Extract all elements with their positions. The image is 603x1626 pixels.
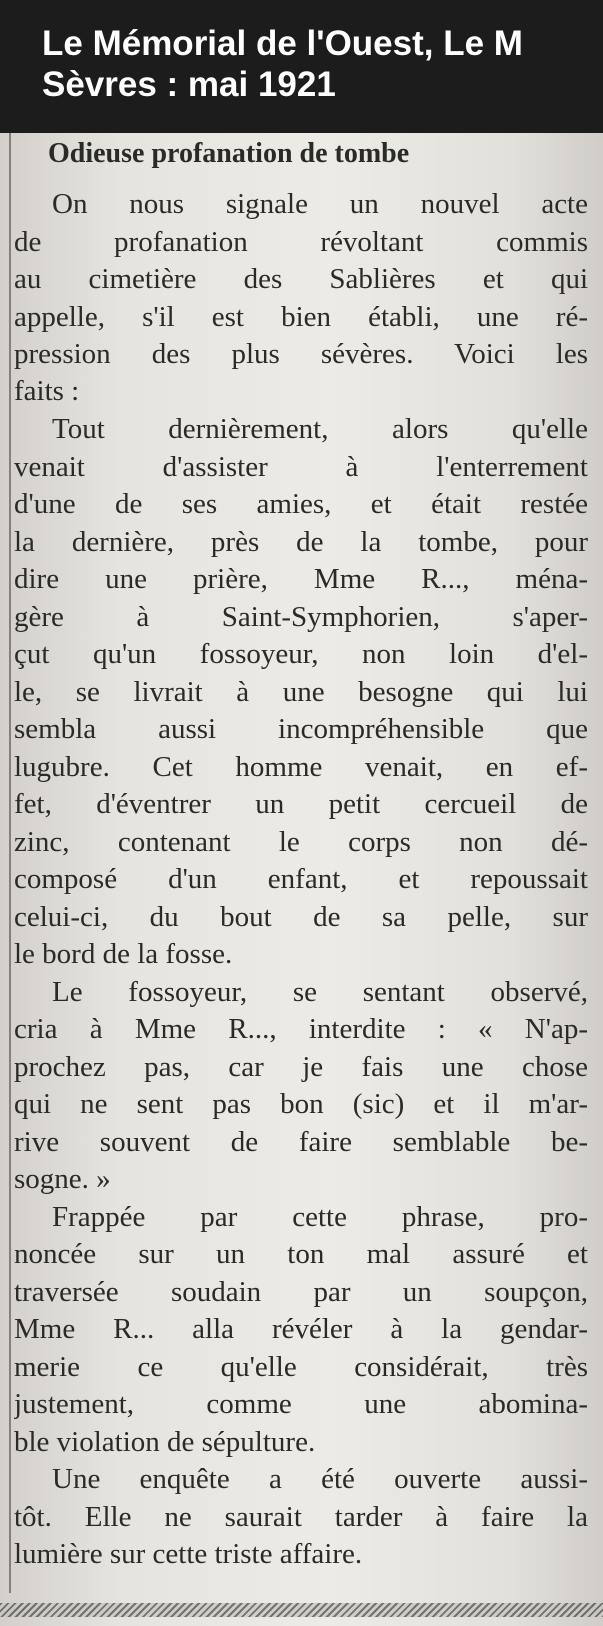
article-line: Frappée par cette phrase, pro-	[52, 1201, 588, 1233]
article-line: prochez pas, car je fais une chose	[14, 1051, 588, 1083]
article-line: composé d'un enfant, et repoussait	[14, 863, 588, 895]
article-line: çut qu'un fossoyeur, non loin d'el-	[14, 638, 588, 670]
article-line: Mme R... alla révéler à la gendar-	[14, 1313, 588, 1345]
image-title-bar	[0, 0, 603, 133]
article-line: On nous signale un nouvel acte	[52, 188, 588, 220]
article-line: appelle, s'il est bien établi, une ré-	[14, 301, 588, 333]
article-line: ble violation de sépulture.	[14, 1426, 316, 1458]
article-line: Une enquête a été ouverte aussi-	[52, 1463, 588, 1495]
article-line: d'une de ses amies, et était restée	[14, 488, 588, 520]
decorative-border-rule	[0, 1603, 603, 1617]
article-line: la dernière, près de la tombe, pour	[14, 526, 588, 558]
column-rule	[9, 133, 11, 1593]
article-line: sembla aussi incompréhensible que	[14, 713, 588, 745]
article-line: sogne. »	[14, 1163, 111, 1195]
article-line: celui-ci, du bout de sa pelle, sur	[14, 901, 588, 933]
article-line: le bord de la fosse.	[14, 938, 233, 970]
article-line: qui ne sent pas bon (sic) et il m'ar-	[14, 1088, 588, 1120]
article-line: justement, comme une abomina-	[14, 1388, 588, 1420]
article-line: gère à Saint-Symphorien, s'aper-	[14, 601, 588, 633]
article-line: noncée sur un ton mal assuré et	[14, 1238, 588, 1270]
article-line: Le fossoyeur, se sentant observé,	[52, 976, 588, 1008]
article-line: pression des plus sévères. Voici les	[14, 338, 588, 370]
article-line: au cimetière des Sablières et qui	[14, 263, 588, 295]
article-line: lugubre. Cet homme venait, en ef-	[14, 751, 588, 783]
article-line: lumière sur cette triste affaire.	[14, 1538, 363, 1570]
title-line-2: Sèvres : mai 1921	[42, 65, 336, 104]
article-line: venait d'assister à l'enterrement	[14, 451, 588, 483]
article-line: merie ce qu'elle considérait, très	[14, 1351, 588, 1383]
article-headline: Odieuse profanation de tombe	[48, 138, 410, 169]
article-line: le, se livrait à une besogne qui lui	[14, 676, 588, 708]
article-line: traversée soudain par un soupçon,	[14, 1276, 588, 1308]
article-line: de profanation révoltant commis	[14, 226, 588, 258]
article-line: cria à Mme R..., interdite : « N'ap-	[14, 1013, 588, 1045]
article-line: rive souvent de faire semblable be-	[14, 1126, 588, 1158]
title-line-1: Le Mémorial de l'Ouest, Le M	[42, 24, 523, 63]
article-line: fet, d'éventrer un petit cercueil de	[14, 788, 588, 820]
article-line: tôt. Elle ne saurait tarder à faire la	[14, 1501, 588, 1533]
newspaper-clipping	[0, 133, 603, 1626]
article-line: dire une prière, Mme R..., ména-	[14, 563, 588, 595]
article-line: Tout dernièrement, alors qu'elle	[52, 413, 588, 445]
article-line: faits :	[14, 375, 80, 407]
article-line: zinc, contenant le corps non dé-	[14, 826, 588, 858]
